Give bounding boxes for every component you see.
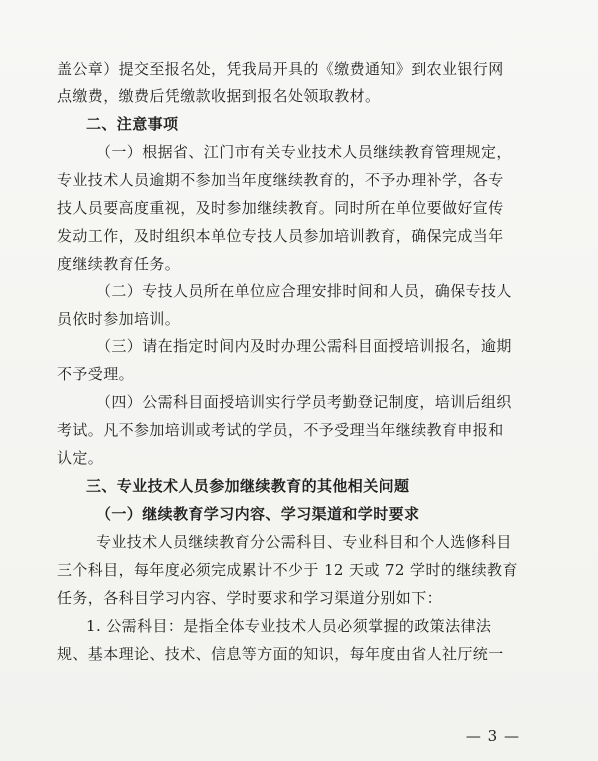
body-line-4: 专业技术人员逾期不参加当年度继续教育的，不予办理补学，各专 [57,171,504,189]
body-line-8: （二）专技人员所在单位应合理安排时间和人员，确保专技人 [96,282,512,300]
body-line-12: （四）公需科目面授培训实行学员考勤登记制度，培训后组织 [96,393,512,411]
body-line-13: 考试。凡不参加培训或考试的学员，不予受理当年继续教育申报和 [57,421,504,439]
body-line-15: 专业技术人员继续教育分公需科目、专业科目和个人选修科目 [96,533,512,551]
body-line-19: 规、基本理论、技术、信息等方面的知识，每年度由省人社厅统一 [57,645,504,663]
body-line-10: （三）请在指定时间内及时办理公需科目面授培训报名，逾期 [96,337,512,355]
section-heading-2: 二、注意事项 [86,115,179,133]
body-line-17: 任务，各科目学习内容、学时要求和学习渠道分别如下： [57,589,443,607]
body-line-14: 认定。 [57,449,104,467]
body-line-1: 盖公章）提交至报名处，凭我局开具的《缴费通知》到农业银行网 [57,60,504,78]
page-number: — 3 — [465,727,520,745]
body-line-2: 点缴费，缴费后凭缴款收据到报名处领取教材。 [57,87,381,105]
body-line-9: 员依时参加培训。 [57,310,181,328]
section-heading-3: 三、专业技术人员参加继续教育的其他相关问题 [86,477,410,495]
body-line-3: （一）根据省、江门市有关专业技术人员继续教育管理规定， [96,143,512,161]
subsection-heading: （一）继续教育学习内容、学习渠道和学时要求 [96,505,420,523]
body-line-16: 三个科目，每年度必须完成累计不少于 12 天或 72 学时的继续教育 [57,561,518,579]
body-line-18: 1. 公需科目：是指全体专业技术人员必须掌握的政策法律法 [86,617,492,635]
body-line-6: 发动工作，及时组织本单位专技人员参加培训教育，确保完成当年 [57,227,504,245]
body-line-11: 不予受理。 [57,365,135,383]
body-line-5: 技人员要高度重视，及时参加继续教育。同时所在单位要做好宣传 [57,199,504,217]
body-line-7: 度继续教育任务。 [57,255,181,273]
